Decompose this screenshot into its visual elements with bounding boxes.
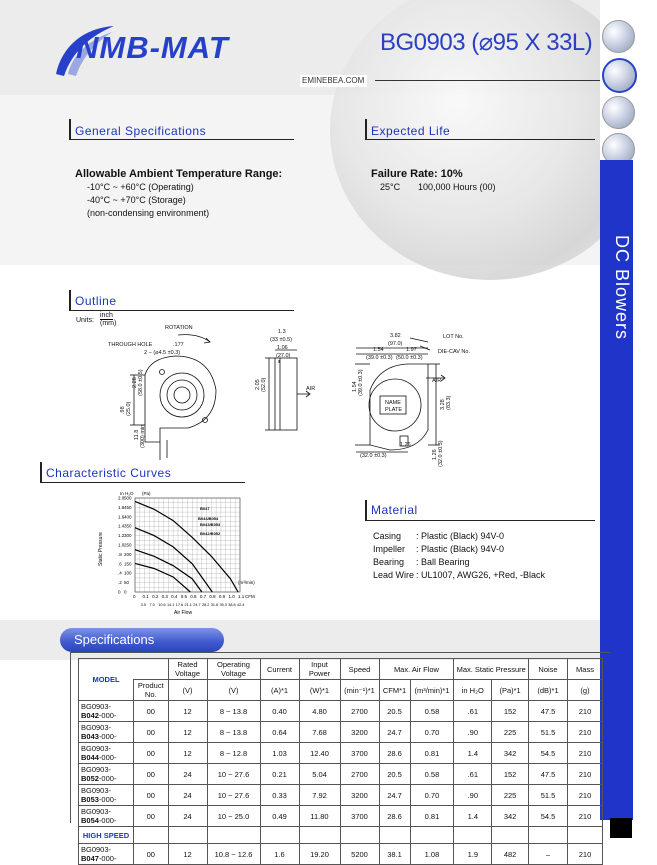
spec-table: [78, 658, 603, 865]
dim-label: (25.0): [126, 401, 132, 416]
y-tick-label: 150: [124, 561, 132, 567]
cell-v: 24: [168, 764, 207, 785]
x-tick-label: 14.1: [167, 603, 175, 607]
cell-db: 47.5: [529, 764, 568, 785]
x-tick-label: 10.6: [158, 603, 166, 607]
cell-pn: 00: [134, 844, 169, 865]
failure-heading: Failure Rate: 10%: [371, 168, 463, 180]
x-tick-label: 1.0: [228, 594, 235, 599]
cell-m3: 1.08: [410, 844, 454, 865]
material-key: Impeller: [373, 544, 406, 554]
cell-db: 47.5: [529, 701, 568, 722]
x-unit-m3: (m³/min): [238, 580, 255, 585]
characteristic-chart: [90, 488, 270, 623]
title-rule: [375, 80, 600, 81]
life-title: Expected Life: [371, 124, 451, 138]
y-tick-label: .4: [118, 570, 122, 576]
cell-rpm: 3700: [340, 806, 379, 827]
cell-a: 1.6: [260, 844, 299, 865]
col-subheader: (min⁻¹)*1: [340, 680, 379, 701]
x-tick-label: 0: [133, 594, 136, 599]
cell-a: 0.21: [260, 764, 299, 785]
dim-label: LOT No.: [443, 334, 464, 340]
cell-a: 0.64: [260, 722, 299, 743]
legend-label: B044/B054: [198, 516, 219, 521]
cell-pn: 00: [134, 743, 169, 764]
cell-pa: 342: [492, 743, 529, 764]
life-temp: 25°C: [380, 182, 401, 192]
y-axis-label: Static Pressure: [98, 532, 104, 566]
section-rule: [40, 482, 245, 483]
cell-g: 210: [568, 785, 603, 806]
cell-a: 0.49: [260, 806, 299, 827]
cell-rpm: 2700: [340, 764, 379, 785]
product-title: BG0903 (⌀95 X 33L): [380, 29, 593, 56]
col-subheader: (V): [168, 680, 207, 701]
dim-label: AIR: [432, 378, 442, 384]
cell-cfm: 28.6: [379, 743, 410, 764]
col-header: Noise: [529, 659, 568, 680]
dim-label: 3.28: [440, 399, 446, 410]
col-subheader: (V): [207, 680, 260, 701]
model-cell: BG0903-B042-000-: [79, 701, 134, 722]
cell-pn: 00: [134, 722, 169, 743]
series-line: [135, 501, 238, 592]
units-bottom: (mm): [100, 320, 117, 327]
cell-v: 12: [168, 722, 207, 743]
table-row: [79, 844, 603, 865]
section-tick: [365, 119, 367, 139]
series-line: [135, 563, 190, 592]
col-subheader: in H₂O: [454, 680, 492, 701]
cell-db: 51.5: [529, 785, 568, 806]
dim-label: DIE-CAV No.: [438, 349, 470, 355]
dim-label: PLATE: [385, 407, 403, 413]
dim-label: (39.0 ±0.3): [358, 369, 364, 396]
cell-cfm: 28.6: [379, 806, 410, 827]
col-subheader: (W)*1: [299, 680, 340, 701]
cell-pa: 225: [492, 722, 529, 743]
x-tick-label: 38.8: [228, 603, 236, 607]
life-hours: 100,000 Hours (00): [418, 182, 496, 192]
col-header-model: MODEL: [79, 659, 134, 701]
brand-logo: NMB-MAT: [76, 30, 229, 65]
dim-label: ROTATION: [165, 325, 193, 331]
cell-pa: 225: [492, 785, 529, 806]
dim-label: 1.06: [277, 345, 288, 351]
dim-label: NAME: [385, 400, 401, 406]
model-cell: BG0903-B043-000-: [79, 722, 134, 743]
cell-inh: .90: [454, 722, 492, 743]
col-subheader: (dB)*1: [529, 680, 568, 701]
material-key: Bearing: [373, 557, 405, 567]
cell-g: 210: [568, 743, 603, 764]
cell-inh: .61: [454, 764, 492, 785]
dim-label: (300) min: [140, 424, 146, 448]
material-value: : Plastic (Black) 94V-0: [416, 544, 505, 554]
y-tick-label: 200: [124, 551, 132, 557]
legend-label: B047: [200, 506, 210, 511]
dim-label: 3.82: [390, 333, 401, 339]
temp-line: (non-condensing environment): [87, 208, 210, 218]
cell-g: 210: [568, 722, 603, 743]
legend-label: B043/B053: [200, 522, 221, 527]
material-value: : Ball Bearing: [416, 557, 470, 567]
x-unit: CFM: [245, 594, 255, 599]
dim-label: (97.0): [388, 341, 403, 347]
section-tick: [365, 500, 367, 520]
cell-pa: 482: [492, 844, 529, 865]
dim-label: 1.97: [406, 347, 417, 353]
legend-label: B042/B052: [200, 531, 221, 536]
y-tick-label: .6: [118, 561, 122, 567]
cell-g: 210: [568, 701, 603, 722]
units-label: Units:: [76, 317, 94, 324]
cell-inh: .61: [454, 701, 492, 722]
x-axis-label: Air Flow: [174, 610, 193, 616]
section-rule: [365, 139, 595, 140]
section-tick: [69, 119, 71, 139]
x-tick-label: 42.4: [237, 603, 245, 607]
cell-pn: 00: [134, 764, 169, 785]
x-tick-label: 0.1: [142, 594, 149, 599]
x-tick-label: 7.0: [149, 603, 155, 607]
temp-line: -10°C ~ +60°C (Operating): [87, 182, 194, 192]
col-subheader: (Pa)*1: [492, 680, 529, 701]
model-cell: BG0903-B053-000-: [79, 785, 134, 806]
x-tick-label: 0.3: [161, 594, 168, 599]
cell-rpm: 3200: [340, 785, 379, 806]
cell-m3: 0.70: [410, 722, 454, 743]
cell-m3: 0.81: [410, 743, 454, 764]
x-tick-label: 0.8: [209, 594, 216, 599]
x-tick-label: 35.3: [219, 603, 227, 607]
col-header: Max. Air Flow: [379, 659, 454, 680]
table-row: [79, 785, 603, 806]
y-tick-label: 1.8: [118, 504, 125, 510]
model-cell: BG0903-B052-000-: [79, 764, 134, 785]
cell-op: 10 ~ 25.0: [207, 806, 260, 827]
cell-g: 210: [568, 844, 603, 865]
side-label: DC Blowers: [612, 235, 632, 341]
y-tick-label: 0: [118, 589, 121, 595]
x-tick-label: 0.2: [152, 594, 159, 599]
curves-title: Characteristic Curves: [46, 466, 172, 480]
cell-g: 210: [568, 806, 603, 827]
model-cell: BG0903-B047-000-: [79, 844, 134, 865]
page-corner-block: [610, 818, 632, 838]
y-tick-label: 350: [124, 523, 132, 529]
x-tick-label: 24.7: [193, 603, 201, 607]
table-row: [79, 722, 603, 743]
col-header: Max. Static Pressure: [454, 659, 529, 680]
dim-label: (50.0 ±0.3): [396, 355, 423, 361]
cell-w: 12.40: [299, 743, 340, 764]
section-rule: [365, 520, 595, 521]
cell-op: 10.8 ~ 12.6: [207, 844, 260, 865]
cell-pa: 152: [492, 764, 529, 785]
cell-inh: 1.4: [454, 743, 492, 764]
general-title: General Specifications: [75, 124, 207, 138]
cell-cfm: 20.5: [379, 764, 410, 785]
cell-rpm: 5200: [340, 844, 379, 865]
dim-label: (32.0 ±0.3): [438, 440, 444, 467]
x-tick-label: 0.9: [218, 594, 226, 599]
col-header: Rated Voltage: [168, 659, 207, 680]
section-tick: [69, 290, 71, 310]
cell-v: 24: [168, 785, 207, 806]
dim-label: 1.3: [278, 329, 286, 335]
cell-a: 0.33: [260, 785, 299, 806]
cell-rpm: 3200: [340, 722, 379, 743]
globe-icon: [602, 58, 637, 93]
cell-inh: 1.4: [454, 806, 492, 827]
dim-label: 1.54: [352, 381, 358, 392]
col-subheader: Product No.: [134, 680, 169, 701]
dim-label: (58.0 ±0.5): [138, 369, 144, 396]
material-value: : UL1007, AWG26, +Red, -Black: [416, 570, 545, 580]
dim-label: AIR: [306, 386, 316, 392]
cell-v: 12: [168, 743, 207, 764]
high-speed-label: HIGH SPEED: [79, 827, 134, 844]
cell-db: –: [529, 844, 568, 865]
y-tick-label: 1.4: [118, 523, 125, 529]
cell-w: 7.92: [299, 785, 340, 806]
material-value: : Plastic (Black) 94V-0: [416, 531, 505, 541]
table-row: [79, 764, 603, 785]
cell-w: 11.80: [299, 806, 340, 827]
cell-m3: 0.58: [410, 764, 454, 785]
y-tick-label: 0: [124, 589, 127, 595]
cell-op: 10 ~ 27.6: [207, 785, 260, 806]
cell-v: 12: [168, 701, 207, 722]
col-subheader: CFM*1: [379, 680, 410, 701]
cell-pn: 00: [134, 701, 169, 722]
cell-w: 5.04: [299, 764, 340, 785]
dim-label: (39.0 ±0.3): [366, 355, 393, 361]
col-subheader: (A)*1: [260, 680, 299, 701]
y-tick-label: 50: [124, 580, 130, 586]
y-tick-label: 1.2: [118, 533, 125, 539]
y-tick-label: 1.6: [118, 514, 125, 520]
dim-label: (83.3): [446, 395, 452, 410]
outline-drawing: [70, 320, 490, 470]
cell-rpm: 3700: [340, 743, 379, 764]
y-tick-label: 300: [124, 533, 132, 539]
col-header: Operating Voltage: [207, 659, 260, 680]
dim-label: 2 − (⌀4.5 ±0.3): [144, 350, 181, 356]
cell-w: 19.20: [299, 844, 340, 865]
dim-label: THROUGH HOLE: [108, 342, 153, 348]
cell-w: 4.80: [299, 701, 340, 722]
model-cell: BG0903-B054-000-: [79, 806, 134, 827]
y-tick-label: 100: [124, 570, 132, 576]
dim-label: (52.0): [261, 377, 267, 392]
cell-inh: .90: [454, 785, 492, 806]
col-header: Current: [260, 659, 299, 680]
cell-v: 24: [168, 806, 207, 827]
cell-op: 8 ~ 13.8: [207, 701, 260, 722]
section-rule: [69, 139, 294, 140]
dim-label: .98: [120, 406, 126, 414]
globe-icon: [602, 96, 635, 129]
cell-op: 10 ~ 27.6: [207, 764, 260, 785]
x-tick-label: 0.7: [199, 594, 207, 599]
y-tick-label: 1.0: [118, 542, 125, 548]
col-subheader: (g): [568, 680, 603, 701]
col-header: Speed: [340, 659, 379, 680]
section-tick: [40, 462, 42, 482]
dim-label: 2.28: [132, 377, 138, 388]
cell-cfm: 24.7: [379, 785, 410, 806]
col-header: Input Power: [299, 659, 340, 680]
cell-pn: 00: [134, 806, 169, 827]
x-tick-label: 21.1: [184, 603, 192, 607]
y-tick-label: 250: [124, 542, 132, 548]
brand-url[interactable]: EMINEBEA.COM: [302, 76, 365, 85]
cell-cfm: 38.1: [379, 844, 410, 865]
cell-m3: 0.70: [410, 785, 454, 806]
x-tick-label: 1.1: [238, 594, 245, 599]
x-tick-label: 0.5: [180, 594, 187, 599]
units-top: inch: [100, 312, 113, 319]
cell-g: 210: [568, 764, 603, 785]
y-tick-label: .2: [118, 580, 122, 586]
x-tick-label: 17.6: [175, 603, 184, 607]
y-unit-right: (Pa): [142, 491, 151, 496]
cell-a: 0.40: [260, 701, 299, 722]
cell-rpm: 2700: [340, 701, 379, 722]
dim-label: .177: [173, 342, 184, 348]
table-row: [79, 701, 603, 722]
cell-op: 8 ~ 13.8: [207, 722, 260, 743]
x-tick-label: 31.8: [210, 603, 219, 607]
col-header: Mass: [568, 659, 603, 680]
material-key: Casing: [373, 531, 402, 541]
cell-cfm: 24.7: [379, 722, 410, 743]
y-tick-label: 400: [124, 514, 132, 520]
cell-db: 54.5: [529, 743, 568, 764]
cell-cfm: 20.5: [379, 701, 410, 722]
dim-label: 11.8: [134, 429, 140, 440]
y-tick-label: .8: [118, 551, 122, 557]
dim-label: (27.0): [276, 353, 291, 359]
x-tick-label: 3.5: [140, 603, 147, 607]
dim-label: 1.26: [400, 442, 411, 448]
cell-w: 7.68: [299, 722, 340, 743]
y-tick-label: 2.0: [118, 495, 125, 501]
model-cell: BG0903-B044-000-: [79, 743, 134, 764]
section-rule: [69, 310, 294, 311]
cell-m3: 0.58: [410, 701, 454, 722]
dim-label: (32.0 ±0.3): [360, 453, 387, 459]
table-row: [79, 806, 603, 827]
dim-label: (33 ±0.5): [270, 337, 292, 343]
x-tick-label: 0.6: [190, 594, 197, 599]
x-tick-label: 0.4: [171, 594, 178, 599]
cell-v: 12: [168, 844, 207, 865]
cell-m3: 0.81: [410, 806, 454, 827]
material-key: Lead Wire: [373, 570, 415, 580]
col-subheader: (m³/min)*1: [410, 680, 454, 701]
cell-inh: 1.9: [454, 844, 492, 865]
cell-pa: 342: [492, 806, 529, 827]
cell-db: 54.5: [529, 806, 568, 827]
cell-db: 51.5: [529, 722, 568, 743]
x-tick-label: 28.2: [202, 603, 210, 607]
cell-op: 8 ~ 12.8: [207, 743, 260, 764]
y-unit-left: In H₂O: [120, 491, 134, 496]
specs-title: Specifications: [60, 628, 224, 652]
dim-label: 2.05: [255, 379, 261, 390]
series-line: [135, 528, 212, 592]
outline-title: Outline: [75, 294, 117, 308]
cell-a: 1.03: [260, 743, 299, 764]
dim-label: 1.54: [373, 347, 384, 353]
dim-label: 1.26: [432, 449, 438, 460]
cell-pn: 00: [134, 785, 169, 806]
cell-pa: 152: [492, 701, 529, 722]
table-row: [79, 743, 603, 764]
y-tick-label: 500: [124, 495, 132, 501]
temp-line: -40°C ~ +70°C (Storage): [87, 195, 186, 205]
y-tick-label: 450: [124, 504, 132, 510]
globe-icon: [602, 20, 635, 53]
material-title: Material: [371, 503, 418, 517]
temp-heading: Allowable Ambient Temperature Range:: [75, 168, 283, 180]
